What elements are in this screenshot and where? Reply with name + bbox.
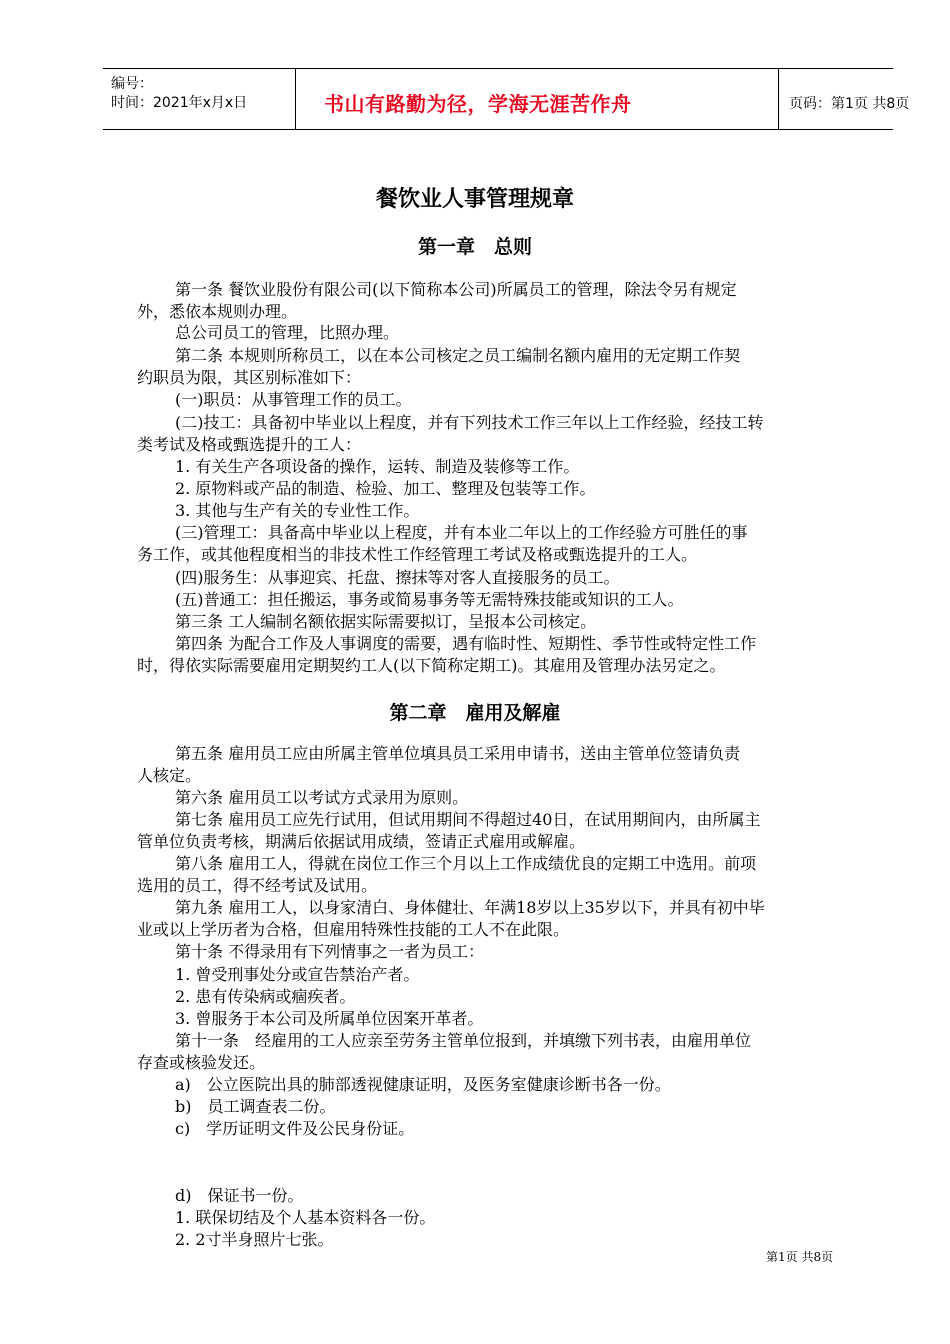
header-motto-cell	[295, 69, 779, 129]
text-line: 第十条 不得录用有下列情事之一者为员工：	[175, 942, 485, 961]
text-line: 第十一条 经雇用的工人应亲至劳务主管单位报到，并填缴下列书表，由雇用单位	[175, 1031, 752, 1050]
text-line: 总公司员工的管理，比照办理。	[175, 323, 400, 342]
text-line: 存查或核验发还。	[137, 1053, 266, 1072]
text-line: (四)服务生：从事迎宾、托盘、擦抹等对客人直接服务的员工。	[175, 568, 620, 587]
text-line: (二)技工：具备初中毕业以上程度，并有下列技术工作三年以上工作经验，经技工转	[175, 413, 764, 432]
text-line: 外，悉依本规则办理。	[137, 302, 298, 321]
text-line: 第九条 雇用工人，以身家清白、身体健壮、年满18岁以上35岁以下，并具有初中毕	[175, 898, 765, 917]
text-line: a) 公立医院出具的肺部透视健康证明，及医务室健康诊断书各一份。	[175, 1075, 671, 1094]
text-line: 2. 患有传染病或痼疾者。	[175, 987, 356, 1006]
chapter-2-title: 第二章 雇用及解雇	[389, 702, 561, 724]
number-label: 编号：	[111, 76, 153, 92]
text-line: 3. 曾服务于本公司及所属单位因案开革者。	[175, 1009, 484, 1028]
document-title: 餐饮业人事管理规章	[375, 187, 574, 212]
text-line: 类考试及格或甄选提升的工人：	[137, 435, 362, 454]
text-line: 第五条 雇用员工应由所属主管单位填具员工采用申请书，送由主管单位签请负责	[175, 744, 741, 763]
text-line: 1. 联保切结及个人基本资料各一份。	[175, 1208, 436, 1227]
text-line: 第三条 工人编制名额依据实际需要拟订，呈报本公司核定。	[175, 612, 597, 631]
header-meta	[103, 69, 295, 129]
text-line: 1. 有关生产各项设备的操作，运转、制造及装修等工作。	[175, 457, 580, 476]
text-line: 选用的员工，得不经考试及试用。	[137, 876, 378, 895]
text-line: 第二条 本规则所称员工，以在本公司核定之员工编制名额内雇用的无定期工作契	[175, 346, 741, 365]
text-line: (五)普通工：担任搬运，事务或简易事务等无需特殊技能或知识的工人。	[175, 590, 684, 609]
page-footer: 第1页 共8页	[766, 1250, 834, 1264]
text-line: 第一条 餐饮业股份有限公司(以下简称本公司)所属员工的管理，除法令另有规定	[175, 280, 737, 299]
header-page-code	[779, 69, 910, 129]
text-line: 第四条 为配合工作及人事调度的需要，遇有临时性、短期性、季节性或特定性工作	[175, 634, 757, 653]
text-line: 1. 曾受刑事处分或宣告禁治产者。	[175, 965, 420, 984]
text-line: 2. 2寸半身照片七张。	[175, 1230, 334, 1249]
text-line: b) 员工调查表二份。	[175, 1097, 336, 1116]
text-line: c) 学历证明文件及公民身份证。	[175, 1119, 415, 1138]
text-line: 3. 其他与生产有关的专业性工作。	[175, 501, 420, 520]
page-code: 页码：第1页 共8页	[789, 96, 910, 112]
page-header	[103, 68, 910, 130]
time-label: 时间：2021年x月x日	[111, 95, 248, 111]
text-line: 第七条 雇用员工应先行试用，但试用期间不得超过40日，在试用期间内，由所属主	[175, 810, 761, 829]
text-line: (三)管理工：具备高中毕业以上程度，并有本业二年以上的工作经验方可胜任的事	[175, 523, 748, 542]
text-line: (一)职员：从事管理工作的员工。	[175, 390, 412, 409]
text-line: 约职员为限，其区别标准如下：	[137, 368, 362, 387]
text-line: 人核定。	[137, 766, 202, 785]
text-line: 管单位负责考核，期满后依据试用成绩，签请正式雇用或解雇。	[137, 832, 586, 851]
text-line: d) 保证书一份。	[175, 1186, 304, 1205]
text-line: 第八条 雇用工人，得就在岗位工作三个月以上工作成绩优良的定期工中选用。前项	[175, 854, 757, 873]
text-line: 2. 原物料或产品的制造、检验、加工、整理及包装等工作。	[175, 479, 596, 498]
motto: 书山有路勤为径，学海无涯苦作舟	[324, 92, 632, 116]
text-line: 业或以上学历者为合格，但雇用特殊性技能的工人不在此限。	[137, 920, 570, 939]
text-line: 务工作，或其他程度相当的非技术性工作经管理工考试及格或甄选提升的工人。	[137, 545, 698, 564]
text-line: 时，得依实际需要雇用定期契约工人(以下简称定期工)。其雇用及管理办法另定之。	[137, 656, 726, 675]
chapter-1-title: 第一章 总则	[417, 236, 532, 258]
text-line: 第六条 雇用员工以考试方式录用为原则。	[175, 788, 469, 807]
